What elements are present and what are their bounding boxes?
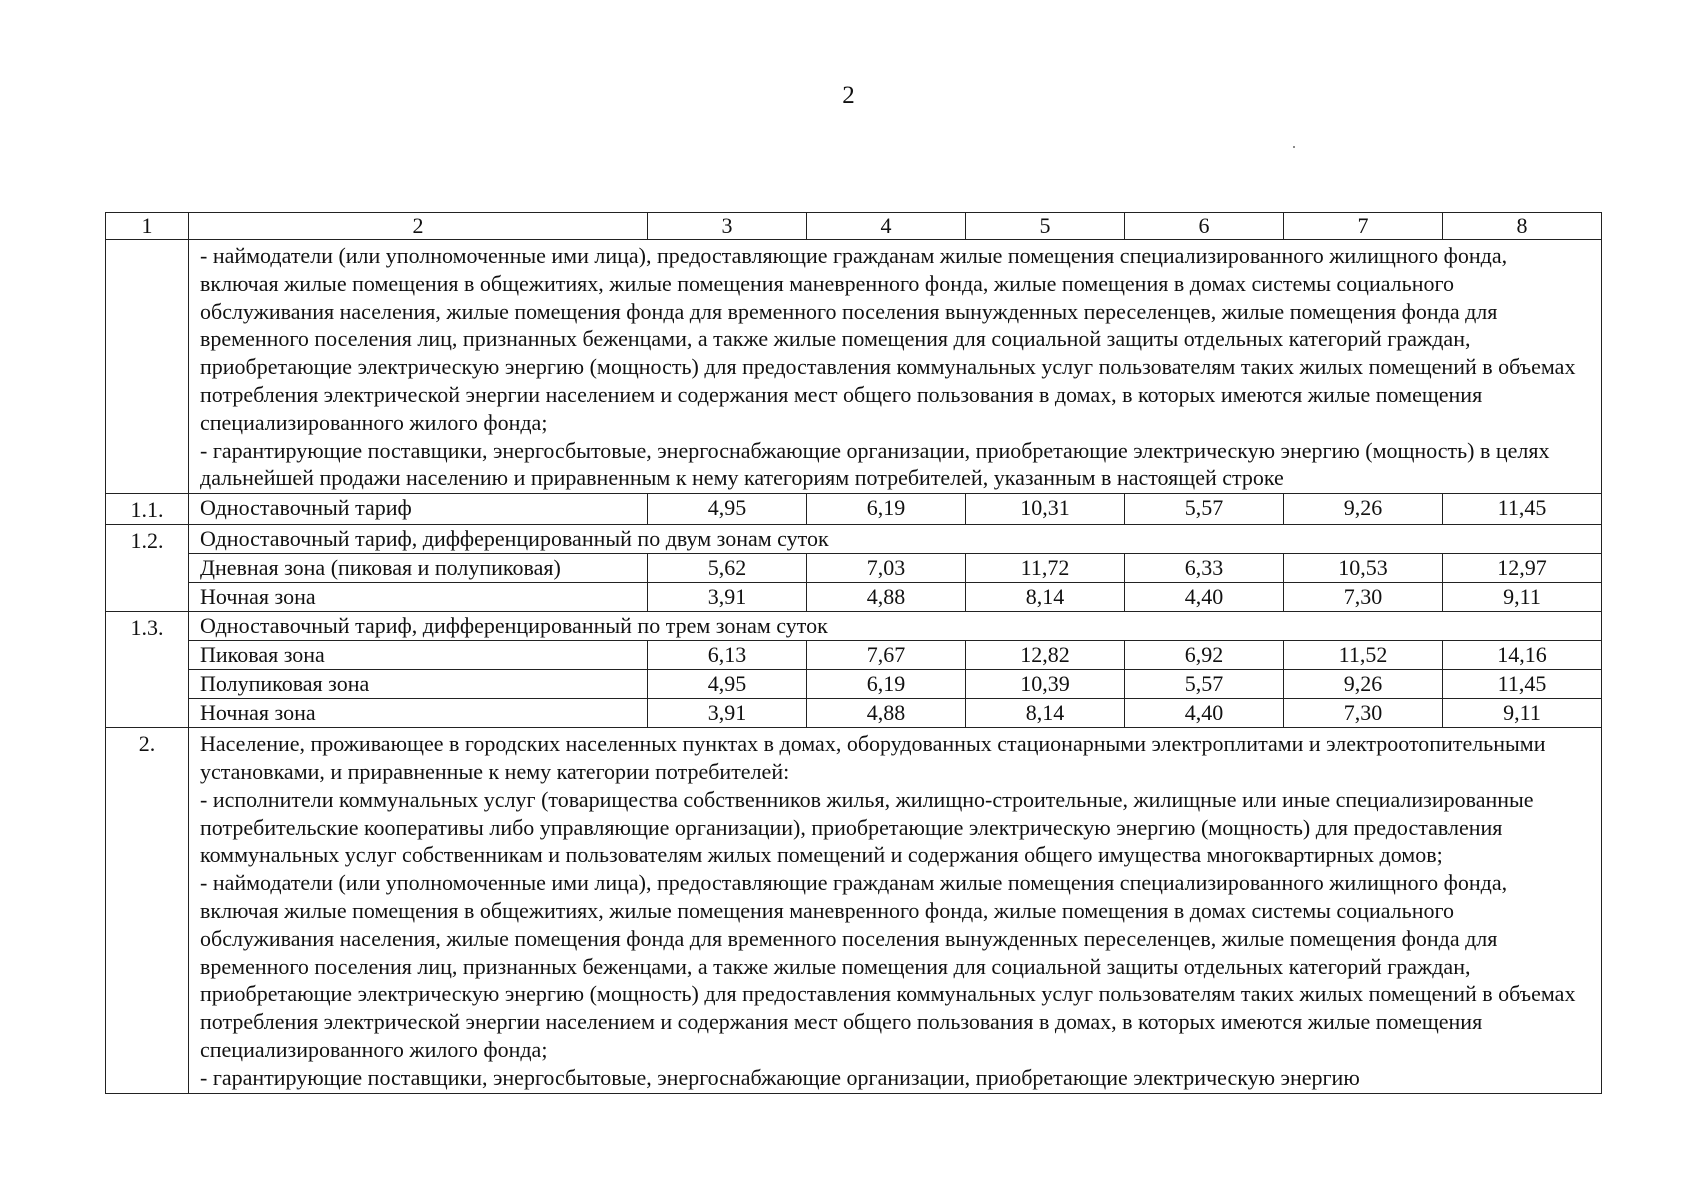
- tariff-value: 7,30: [1284, 583, 1443, 612]
- tariff-value: 12,97: [1443, 554, 1602, 583]
- tariff-value: 10,31: [966, 494, 1125, 525]
- tariff-value: 11,45: [1443, 494, 1602, 525]
- row-number: 1.3.: [106, 612, 189, 728]
- tariff-value: 4,95: [648, 670, 807, 699]
- category-paragraph: Население, проживающее в городских населенных пунктах в домах, оборудованных стационарными электроплитами и электроотопительными установками, и приравненные к нему категории потребителей:: [200, 731, 1546, 784]
- tariff-label: Полупиковая зона: [189, 670, 648, 699]
- tariff-value: 11,72: [966, 554, 1125, 583]
- tariff-value: 6,92: [1125, 641, 1284, 670]
- tariff-value: 12,82: [966, 641, 1125, 670]
- tariff-value: 8,14: [966, 583, 1125, 612]
- row-number: 2.: [106, 728, 189, 1093]
- consumer-category-row: [106, 240, 1602, 494]
- consumer-category-row: [106, 728, 1602, 1093]
- table-row: [106, 583, 1602, 612]
- tariff-value: 9,26: [1284, 494, 1443, 525]
- tariff-value: 5,62: [648, 554, 807, 583]
- tariff-value: 7,30: [1284, 699, 1443, 728]
- tariff-value: 4,40: [1125, 583, 1284, 612]
- tariff-value: 4,88: [807, 583, 966, 612]
- tariff-label: Ночная зона: [189, 583, 648, 612]
- page-number: 2: [842, 82, 855, 109]
- table-row: [106, 525, 1602, 554]
- tariff-label: Одноставочный тариф: [189, 494, 648, 525]
- tariff-value: 9,11: [1443, 583, 1602, 612]
- tariff-table: [105, 212, 1602, 1094]
- column-number: 1: [106, 213, 189, 240]
- category-paragraph: - гарантирующие поставщики, энергосбытовые, энергоснабжающие организации, приобретающие электрическую энергию (мощность) в целях дальнейшей продажи населению и приравненным к нему категориям потребителей, указанным в настоящей строке: [200, 437, 1550, 491]
- column-number: 6: [1125, 213, 1284, 240]
- tariff-label: Ночная зона: [189, 699, 648, 728]
- table-row: [106, 699, 1602, 728]
- tariff-value: 4,40: [1125, 699, 1284, 728]
- tariff-value: 10,39: [966, 670, 1125, 699]
- tariff-value: 5,57: [1125, 494, 1284, 525]
- table-row: [106, 612, 1602, 641]
- tariff-label: Дневная зона (пиковая и полупиковая): [189, 554, 648, 583]
- tariff-value: 7,67: [807, 641, 966, 670]
- column-number: 3: [648, 213, 807, 240]
- column-numbers-row: [106, 213, 1602, 240]
- tariff-value: 9,26: [1284, 670, 1443, 699]
- category-paragraph: - исполнители коммунальных услуг (товарищества собственников жилья, жилищно-строительные, жилищные или иные специализированные потребительские кооперативы либо управляющие организации), приобретающие электрическую энергию (мощность) для предоставления коммунальных услуг собственникам и пользователям жилых помещений и содержания общего имущества многоквартирных домов;: [200, 786, 1534, 868]
- category-paragraph: - наймодатели (или уполномоченные ими лица), предоставляющие гражданам жилые помещения специализированного жилищного фонда, включая жилые помещения в общежитиях, жилые помещения маневренного фонда, жилые помещения в домах системы социального обслуживания населения, жилые помещения фонда для временного поселения вынужденных переселенцев, жилые помещения фонда для временного поселения лиц, признанных беженцами, а также жилые помещения для социальной защиты отдельных категорий граждан, приобретающие электрическую энергию (мощность) для предоставления коммунальных услуг пользователям таких жилых помещений в объемах потребления электрической энергии населением и содержания мест общего пользования в домах, в которых имеются жилые помещения специализированного жилого фонда;: [200, 243, 1576, 435]
- tariff-value: 11,45: [1443, 670, 1602, 699]
- tariff-group-label: Одноставочный тариф, дифференцированный по двум зонам суток: [189, 525, 1602, 554]
- tariff-value: 7,03: [807, 554, 966, 583]
- row-number: 1.2.: [106, 525, 189, 612]
- tariff-value: 6,33: [1125, 554, 1284, 583]
- tariff-group-label: Одноставочный тариф, дифференцированный по трем зонам суток: [189, 612, 1602, 641]
- category-paragraph: - гарантирующие поставщики, энергосбытовые, энергоснабжающие организации, приобретающие электрическую энергию: [200, 1064, 1360, 1090]
- table-row: [106, 670, 1602, 699]
- scan-speck: [1293, 146, 1295, 148]
- tariff-value: 9,11: [1443, 699, 1602, 728]
- consumer-category-description: [189, 728, 1602, 1093]
- tariff-value: 6,19: [807, 670, 966, 699]
- tariff-value: 4,88: [807, 699, 966, 728]
- tariff-value: 14,16: [1443, 641, 1602, 670]
- table-row: [106, 554, 1602, 583]
- category-paragraph: - наймодатели (или уполномоченные ими лица), предоставляющие гражданам жилые помещения специализированного жилищного фонда, включая жилые помещения в общежитиях, жилые помещения маневренного фонда, жилые помещения в домах системы социального обслуживания населения, жилые помещения фонда для временного поселения вынужденных переселенцев, жилые помещения фонда для временного поселения лиц, признанных беженцами, а также жилые помещения для социальной защиты отдельных категорий граждан, приобретающие электрическую энергию (мощность) для предоставления коммунальных услуг пользователям таких жилых помещений в объемах потребления электрической энергии населением и содержания мест общего пользования в домах, в которых имеются жилые помещения специализированного жилого фонда;: [200, 870, 1576, 1062]
- tariff-value: 6,13: [648, 641, 807, 670]
- tariff-value: 10,53: [1284, 554, 1443, 583]
- column-number: 8: [1443, 213, 1602, 240]
- tariff-value: 4,95: [648, 494, 807, 525]
- row-number: 1.1.: [106, 494, 189, 525]
- tariff-label: Пиковая зона: [189, 641, 648, 670]
- tariff-value: 3,91: [648, 699, 807, 728]
- tariff-value: 6,19: [807, 494, 966, 525]
- column-number: 7: [1284, 213, 1443, 240]
- row-number-cell: [106, 240, 189, 494]
- tariff-value: 11,52: [1284, 641, 1443, 670]
- tariff-value: 8,14: [966, 699, 1125, 728]
- column-number: 5: [966, 213, 1125, 240]
- consumer-category-description: [189, 240, 1602, 494]
- tariff-value: 3,91: [648, 583, 807, 612]
- table-row: [106, 494, 1602, 525]
- tariff-value: 5,57: [1125, 670, 1284, 699]
- column-number: 2: [189, 213, 648, 240]
- table-row: [106, 641, 1602, 670]
- column-number: 4: [807, 213, 966, 240]
